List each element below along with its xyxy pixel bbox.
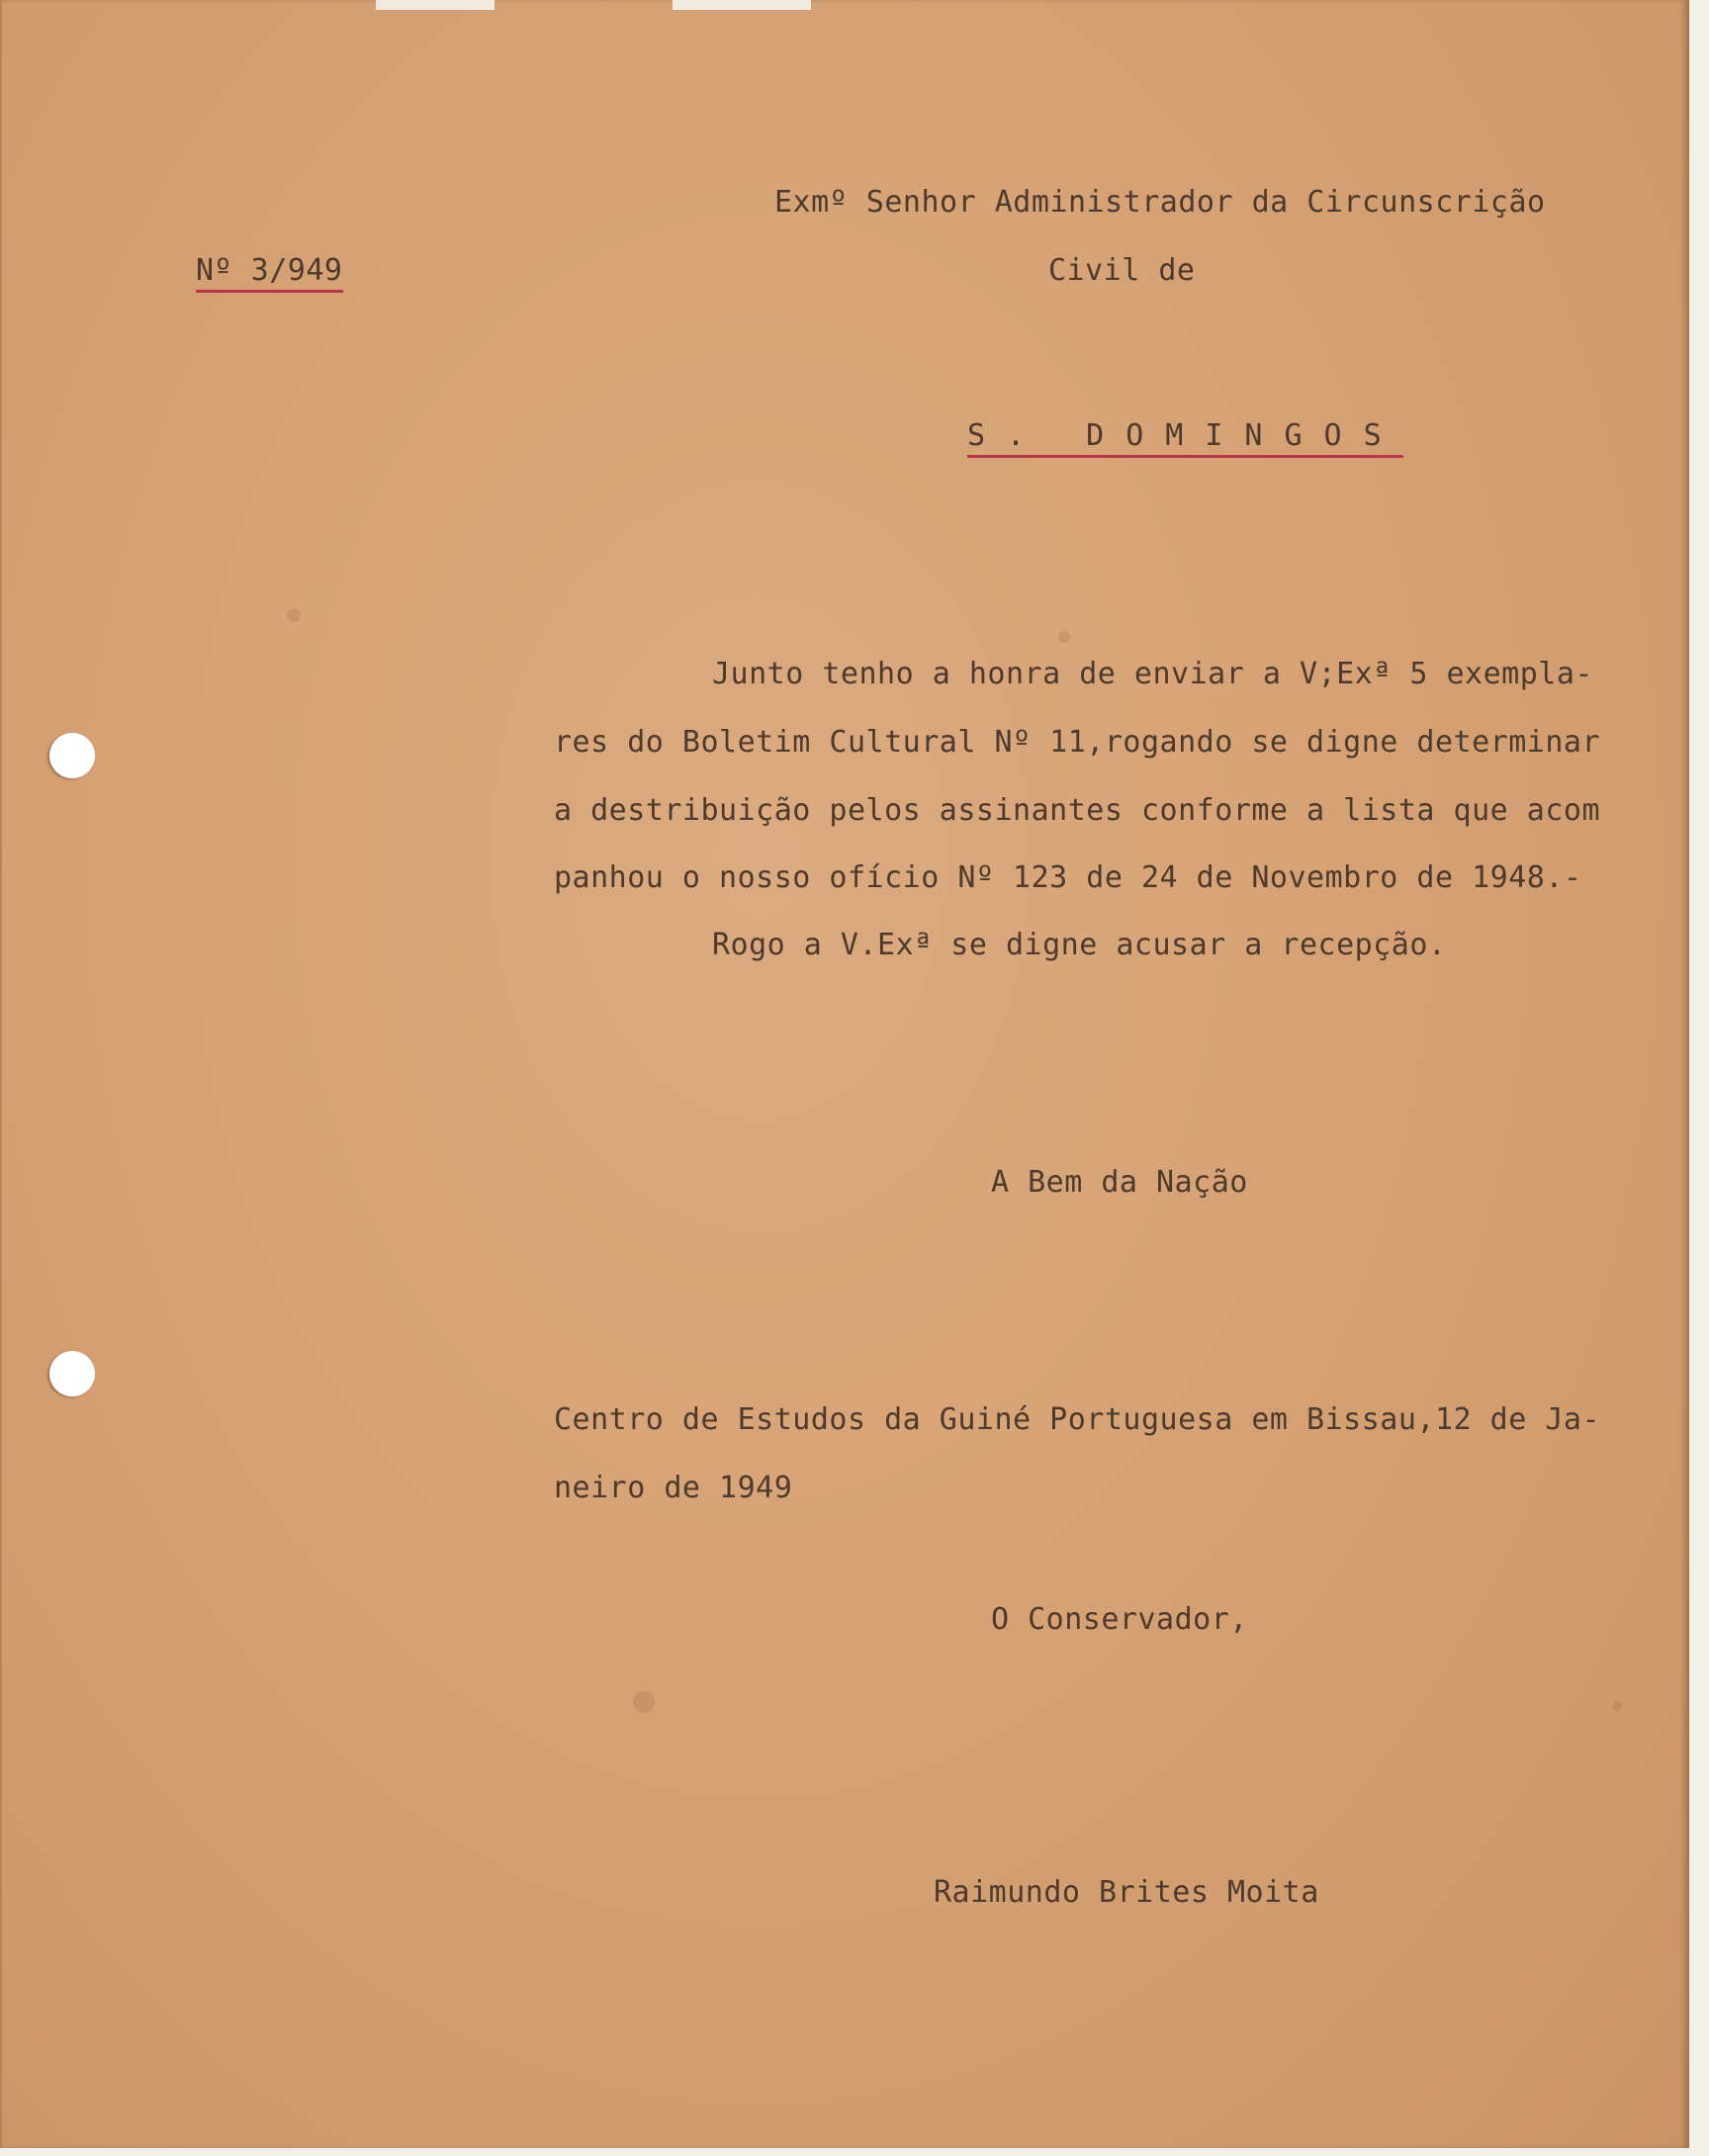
addressee-line-1: Exmº Senhor Administrador da Circunscrição [774, 185, 1546, 220]
punch-hole [49, 1351, 95, 1396]
body-line-5: Rogo a V.Exª se digne acusar a recepção. [712, 928, 1447, 962]
addressee-place-text: S. DOMINGOS [967, 418, 1403, 458]
addressee-place [967, 418, 1403, 454]
paper-stain [633, 1691, 655, 1713]
page-edge-shadow [1679, 0, 1689, 2148]
body-line-4: panhou o nosso ofício Nº 123 de 24 de Novembro de 1948.- [554, 860, 1582, 895]
signatory-name: Raimundo Brites Moita [934, 1875, 1319, 1910]
paper-stain [287, 608, 301, 622]
paper-stain [1058, 631, 1070, 643]
reference-number-text: Nº 3/949 [196, 253, 343, 293]
reference-number [196, 253, 343, 289]
signatory-title: O Conservador, [991, 1602, 1248, 1637]
addressee-line-2: Civil de [1048, 253, 1196, 288]
body-line-3: a destribuição pelos assinantes conforme a lista que acom [554, 793, 1601, 828]
punch-hole [49, 733, 95, 778]
closing-salutation: A Bem da Nação [991, 1165, 1248, 1200]
place-date-line-1: Centro de Estudos da Guiné Portuguesa em Bissau,12 de Ja- [554, 1402, 1601, 1437]
top-edge-tear [376, 0, 495, 10]
body-line-1: Junto tenho a honra de enviar a V;Exª 5 exempla- [712, 657, 1593, 691]
paper-stain [1612, 1701, 1622, 1711]
place-date-line-2: neiro de 1949 [554, 1471, 793, 1505]
body-line-2: res do Boletim Cultural Nº 11,rogando se digne determinar [554, 725, 1601, 760]
top-edge-tear [673, 0, 811, 10]
